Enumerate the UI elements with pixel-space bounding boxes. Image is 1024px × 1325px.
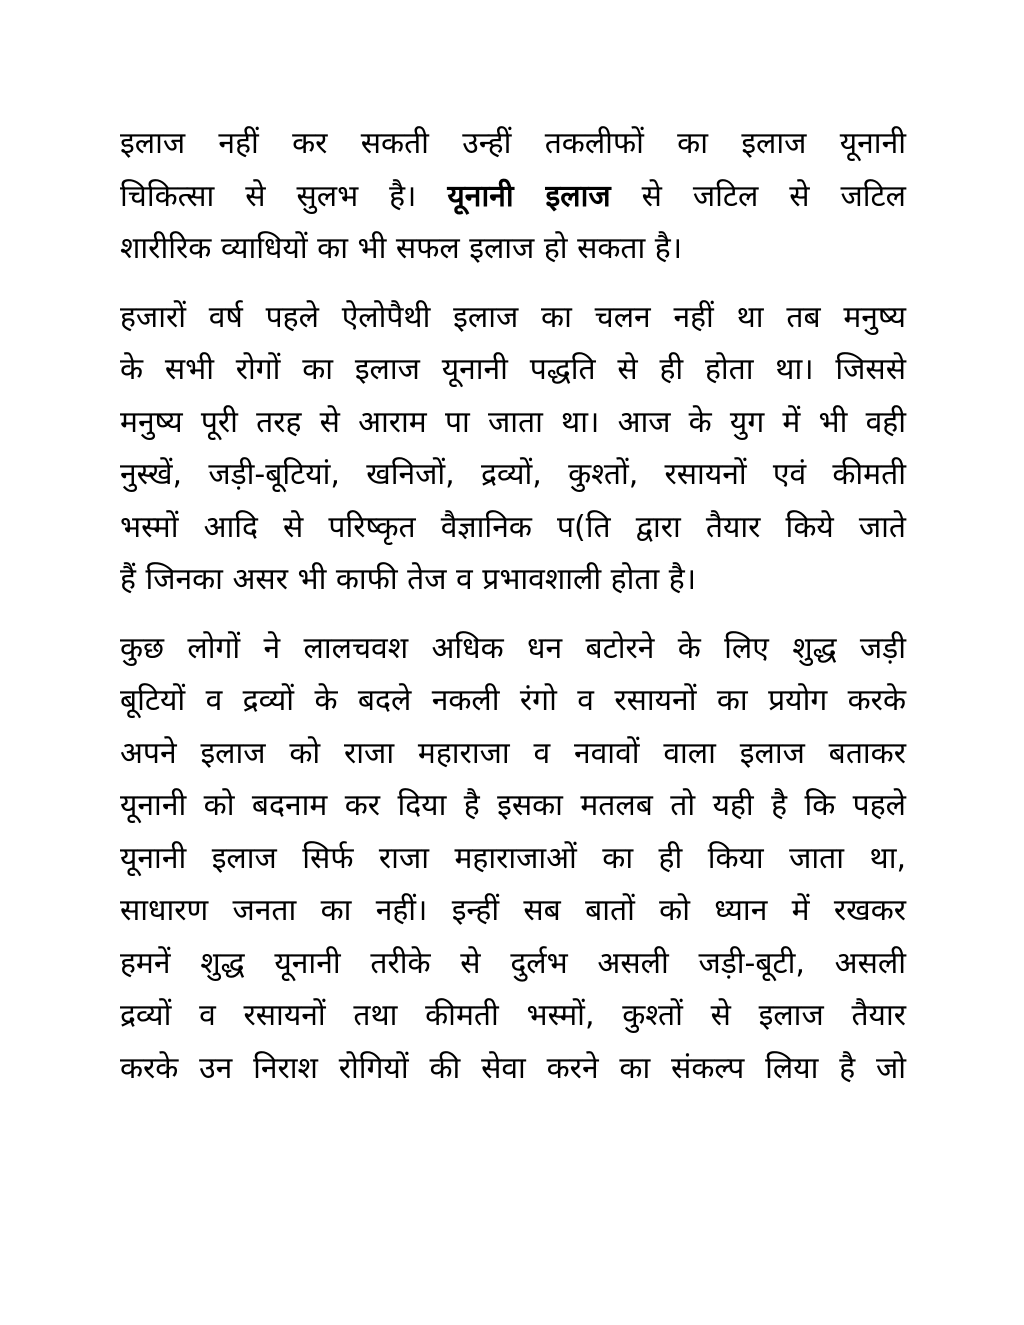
text-line: द्रव्यों व रसायनों तथा कीमती भस्मों, कुश्तों से इलाज तैयार <box>120 998 906 1033</box>
text-line: मनुष्य पूरी तरह से आराम पा जाता था। आज के युग में भी वही <box>120 404 906 440</box>
text-line: इलाज नहीं कर सकती उन्हीं तकलीफों का इलाज यूनानी <box>120 126 906 161</box>
bold-phrase: यूनानी इलाज <box>447 178 611 214</box>
paragraph-3 <box>120 623 906 1096</box>
paragraph-1 <box>120 118 906 276</box>
text-line: यूनानी को बदनाम कर दिया है इसका मतलब तो यही है कि पहले <box>120 788 906 823</box>
text-line: करके उन निराश रोगियों की सेवा करने का संकल्प लिया है जो <box>120 1050 906 1086</box>
text-line: बूटियों व द्रव्यों के बदले नकली रंगो व रसायनों का प्रयोग करके <box>120 683 906 718</box>
text-line: के सभी रोगों का इलाज यूनानी पद्धति से ही होता था। जिससे <box>120 352 906 387</box>
paragraph-2 <box>120 292 906 607</box>
text-line <box>120 171 906 224</box>
text-line: नुस्खें, जड़ी-बूटियां, खनिजों, द्रव्यों, कुश्तों, रसायनों एवं कीमती <box>120 457 906 492</box>
text-segment: से जटिल से जटिल <box>641 178 906 214</box>
text-line: हमनें शुद्ध यूनानी तरीके से दुर्लभ असली जड़ी-बूटी, असली <box>120 945 906 981</box>
document-page <box>120 118 906 1111</box>
text-line: यूनानी इलाज सिर्फ राजा महाराजाओं का ही किया जाता था, <box>120 840 906 876</box>
text-line: साधारण जनता का नहीं। इन्हीं सब बातों को ध्यान में रखकर <box>120 893 906 928</box>
text-line: हजारों वर्ष पहले ऐलोपैथी इलाज का चलन नहीं था तब मनुष्य <box>120 299 906 335</box>
text-line: शारीरिक व्याधियों का भी सफल इलाज हो सकता है। <box>120 231 683 266</box>
text-line: हैं जिनका असर भी काफी तेज व प्रभावशाली होता है। <box>120 562 697 597</box>
text-line: कुछ लोगों ने लालचवश अधिक धन बटोरने के लिए शुद्ध जड़ी <box>120 630 906 666</box>
text-segment: चिकित्सा से सुलभ है। <box>120 178 417 214</box>
text-line: भस्मों आदि से परिष्कृत वैज्ञानिक प(ति द्वारा तैयार किये जाते <box>120 509 906 545</box>
text-line: अपने इलाज को राजा महाराजा व नवावों वाला इलाज बताकर <box>120 735 906 771</box>
